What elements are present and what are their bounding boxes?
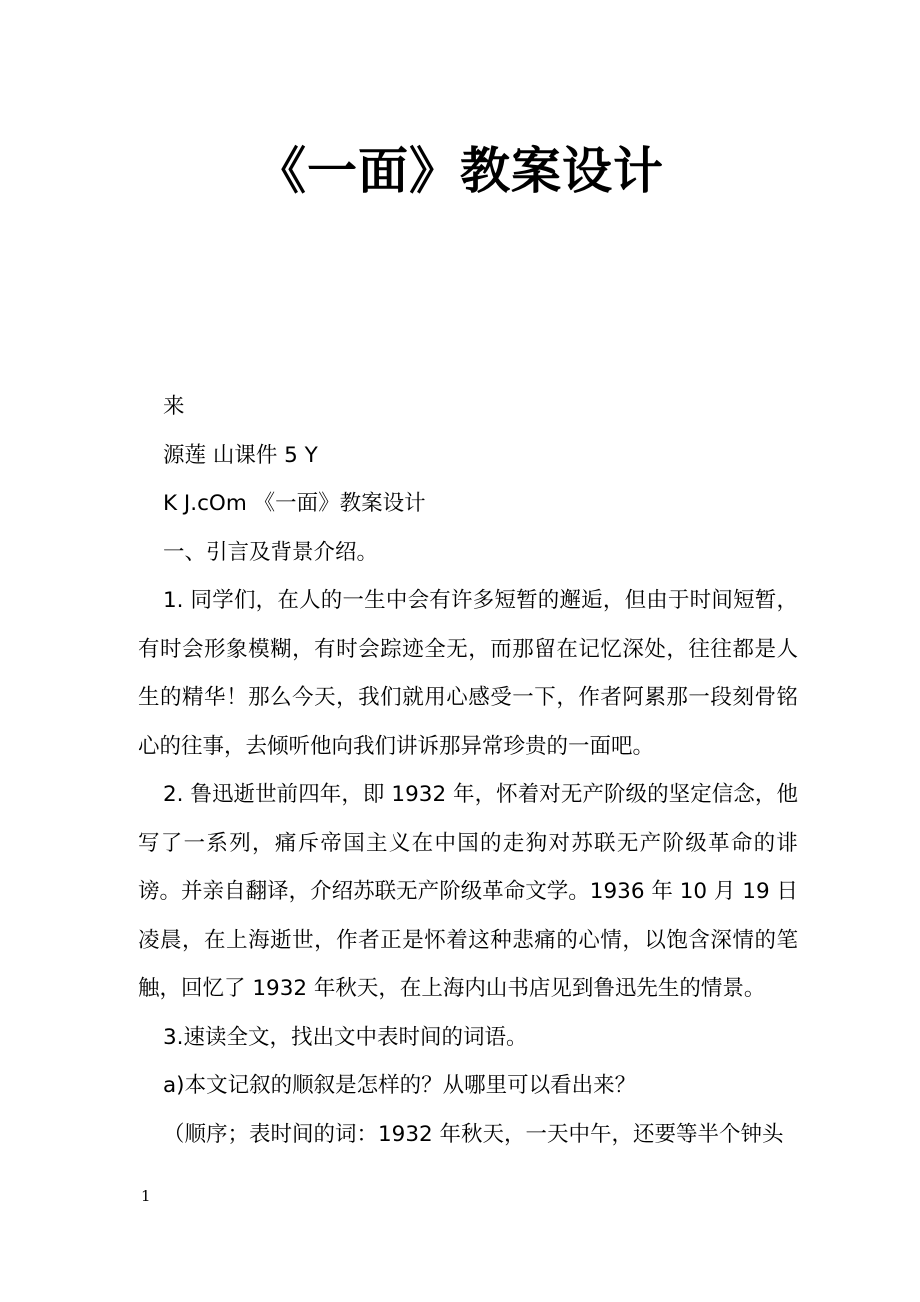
paragraph-1: 1. 同学们，在人的一生中会有许多短暂的邂逅，但由于时间短暂，有时会形象模糊，有时会踪迹全无，而那留在记忆深处，往往都是人生的精华！那么今天，我们就用心感受一下，作者阿累那一段刻骨铭心的往事，去倾听他向我们讲诉那异常珍贵的一面吧。 <box>138 588 798 759</box>
paragraph-3: 3.速读全文，找出文中表时间的词语。 <box>163 1024 528 1050</box>
source-line-3: K J.cOm 《一面》教案设计 <box>163 491 426 516</box>
page-number: 1 <box>141 1187 151 1205</box>
source-line-1: 来 <box>163 394 185 419</box>
source-line-2: 源莲 山课件 5 Y <box>163 442 318 468</box>
document-body <box>138 383 798 1159</box>
paragraph-5: （顺序；表时间的词：1932 年秋天，一天中午，还要等半个钟头 <box>163 1121 784 1147</box>
page-title: 《一面》教案设计 <box>256 142 664 200</box>
paragraph-4: a)本文记叙的顺叙是怎样的？从哪里可以看出来？ <box>163 1073 637 1098</box>
section-heading: 一、引言及背景介绍。 <box>163 539 379 565</box>
paragraph-2: 2. 鲁迅逝世前四年，即 1932 年，怀着对无产阶级的坚定信念，他写了一系列，痛斥帝国主义在中国的走狗对苏联无产阶级革命的诽谤。并亲自翻译，介绍苏联无产阶级革命文学。1936 年 10 月 19 日凌晨，在上海逝世，作者正是怀着这种悲痛的心情，以饱含深情的笔触，回忆了 1932 年秋天，在上海内山书店见到鲁迅先生的情景。 <box>138 782 798 1001</box>
